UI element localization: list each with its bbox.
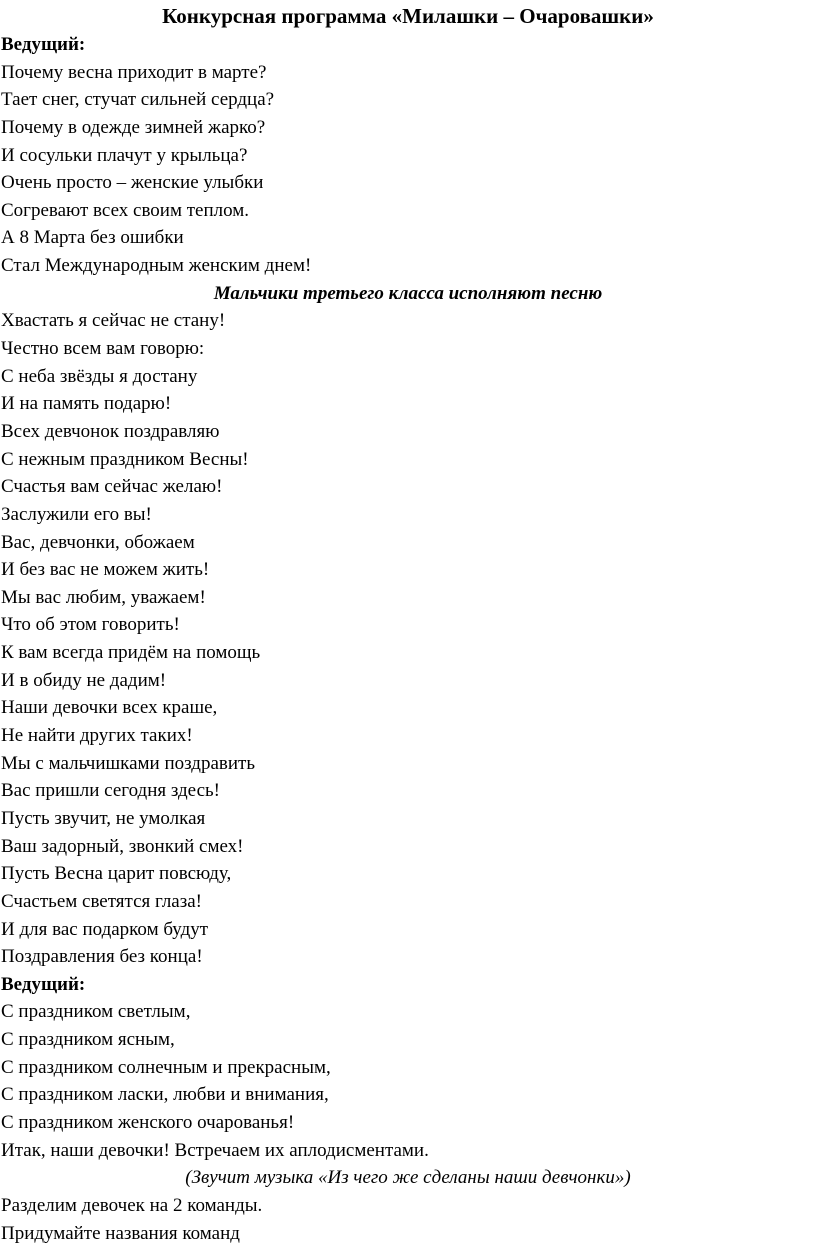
verse-line: Тает снег, стучат сильней сердца? bbox=[1, 89, 275, 111]
verse-line: С праздником солнечным и прекрасным, bbox=[1, 1056, 331, 1078]
verse-line: Заслужили его вы! bbox=[1, 503, 152, 525]
verse-line: Всех девчонок поздравляю bbox=[1, 420, 220, 442]
verse-line: Стал Международным женским днем! bbox=[1, 255, 312, 277]
verse-line: С праздником ясным, bbox=[1, 1029, 175, 1051]
script-lines bbox=[0, 31, 816, 1247]
verse-line: Поздравления без конца! bbox=[1, 946, 203, 968]
verse-line: Хвастать я сейчас не стану! bbox=[1, 310, 226, 332]
verse-line: И для вас подарком будут bbox=[1, 918, 209, 940]
speaker-label: Ведущий: bbox=[1, 34, 86, 55]
verse-line: Пусть Весна царит повсюду, bbox=[1, 863, 232, 885]
verse-line: Вас, девчонки, обожаем bbox=[1, 531, 195, 553]
document-title: Конкурсная программа «Милашки – Очаровашки» bbox=[162, 4, 654, 28]
direction-text: Мальчики третьего класса исполняют песню bbox=[213, 282, 603, 304]
verse-line: Почему весна приходит в марте? bbox=[1, 61, 267, 83]
verse-line: Придумайте названия команд bbox=[1, 1222, 240, 1244]
stage-note bbox=[0, 1164, 816, 1192]
verse-line: Счастьем светятся глаза! bbox=[1, 890, 203, 912]
verse-line: Почему в одежде зимней жарко? bbox=[1, 116, 266, 138]
note-text: (Звучит музыка «Из чего же сделаны наши девчонки») bbox=[185, 1167, 631, 1189]
verse-line: Очень просто – женские улыбки bbox=[1, 172, 264, 194]
verse-line: Ваш задорный, звонкий смех! bbox=[1, 835, 244, 857]
verse-line: Вас пришли сегодня здесь! bbox=[1, 780, 221, 802]
verse-line: И без вас не можем жить! bbox=[1, 559, 210, 581]
verse-line: Итак, наши девочки! Встречаем их аплодисментами. bbox=[1, 1139, 429, 1161]
verse-line: Что об этом говорить! bbox=[1, 614, 180, 636]
speaker-label: Ведущий: bbox=[1, 973, 86, 995]
verse-line: Честно всем вам говорю: bbox=[1, 338, 205, 360]
verse-line-text: Разделим девочек на 2 команды. bbox=[1, 1194, 263, 1216]
verse-line: Пусть звучит, не умолкая bbox=[1, 807, 206, 829]
verse-line: Наши девочки всех краше, bbox=[1, 697, 218, 719]
verse-line: И на память подарю! bbox=[1, 393, 172, 415]
verse-line: И в обиду не дадим! bbox=[1, 669, 167, 691]
verse-line: С праздником женского очарованья! bbox=[1, 1111, 295, 1133]
verse-line: С праздником светлым, bbox=[1, 1001, 191, 1023]
verse-line: С праздником ласки, любви и внимания, bbox=[1, 1084, 329, 1106]
verse-line: И сосульки плачут у крыльца? bbox=[1, 144, 248, 166]
verse-line: Не найти других таких! bbox=[1, 725, 193, 747]
verse-line: С нежным праздником Весны! bbox=[1, 448, 249, 470]
stage-direction bbox=[0, 280, 816, 308]
verse-line: А 8 Марта без ошибки bbox=[1, 227, 184, 249]
verse-line: С неба звёзды я достану bbox=[1, 365, 198, 387]
verse-line: Счастья вам сейчас желаю! bbox=[1, 476, 223, 498]
verse-line: Согревают всех своим теплом. bbox=[1, 199, 250, 221]
verse-line bbox=[0, 1192, 816, 1220]
verse-line: К вам всегда придём на помощь bbox=[1, 642, 261, 664]
verse-line: Мы вас любим, уважаем! bbox=[1, 586, 206, 608]
verse-line: Мы с мальчишками поздравить bbox=[1, 752, 255, 774]
